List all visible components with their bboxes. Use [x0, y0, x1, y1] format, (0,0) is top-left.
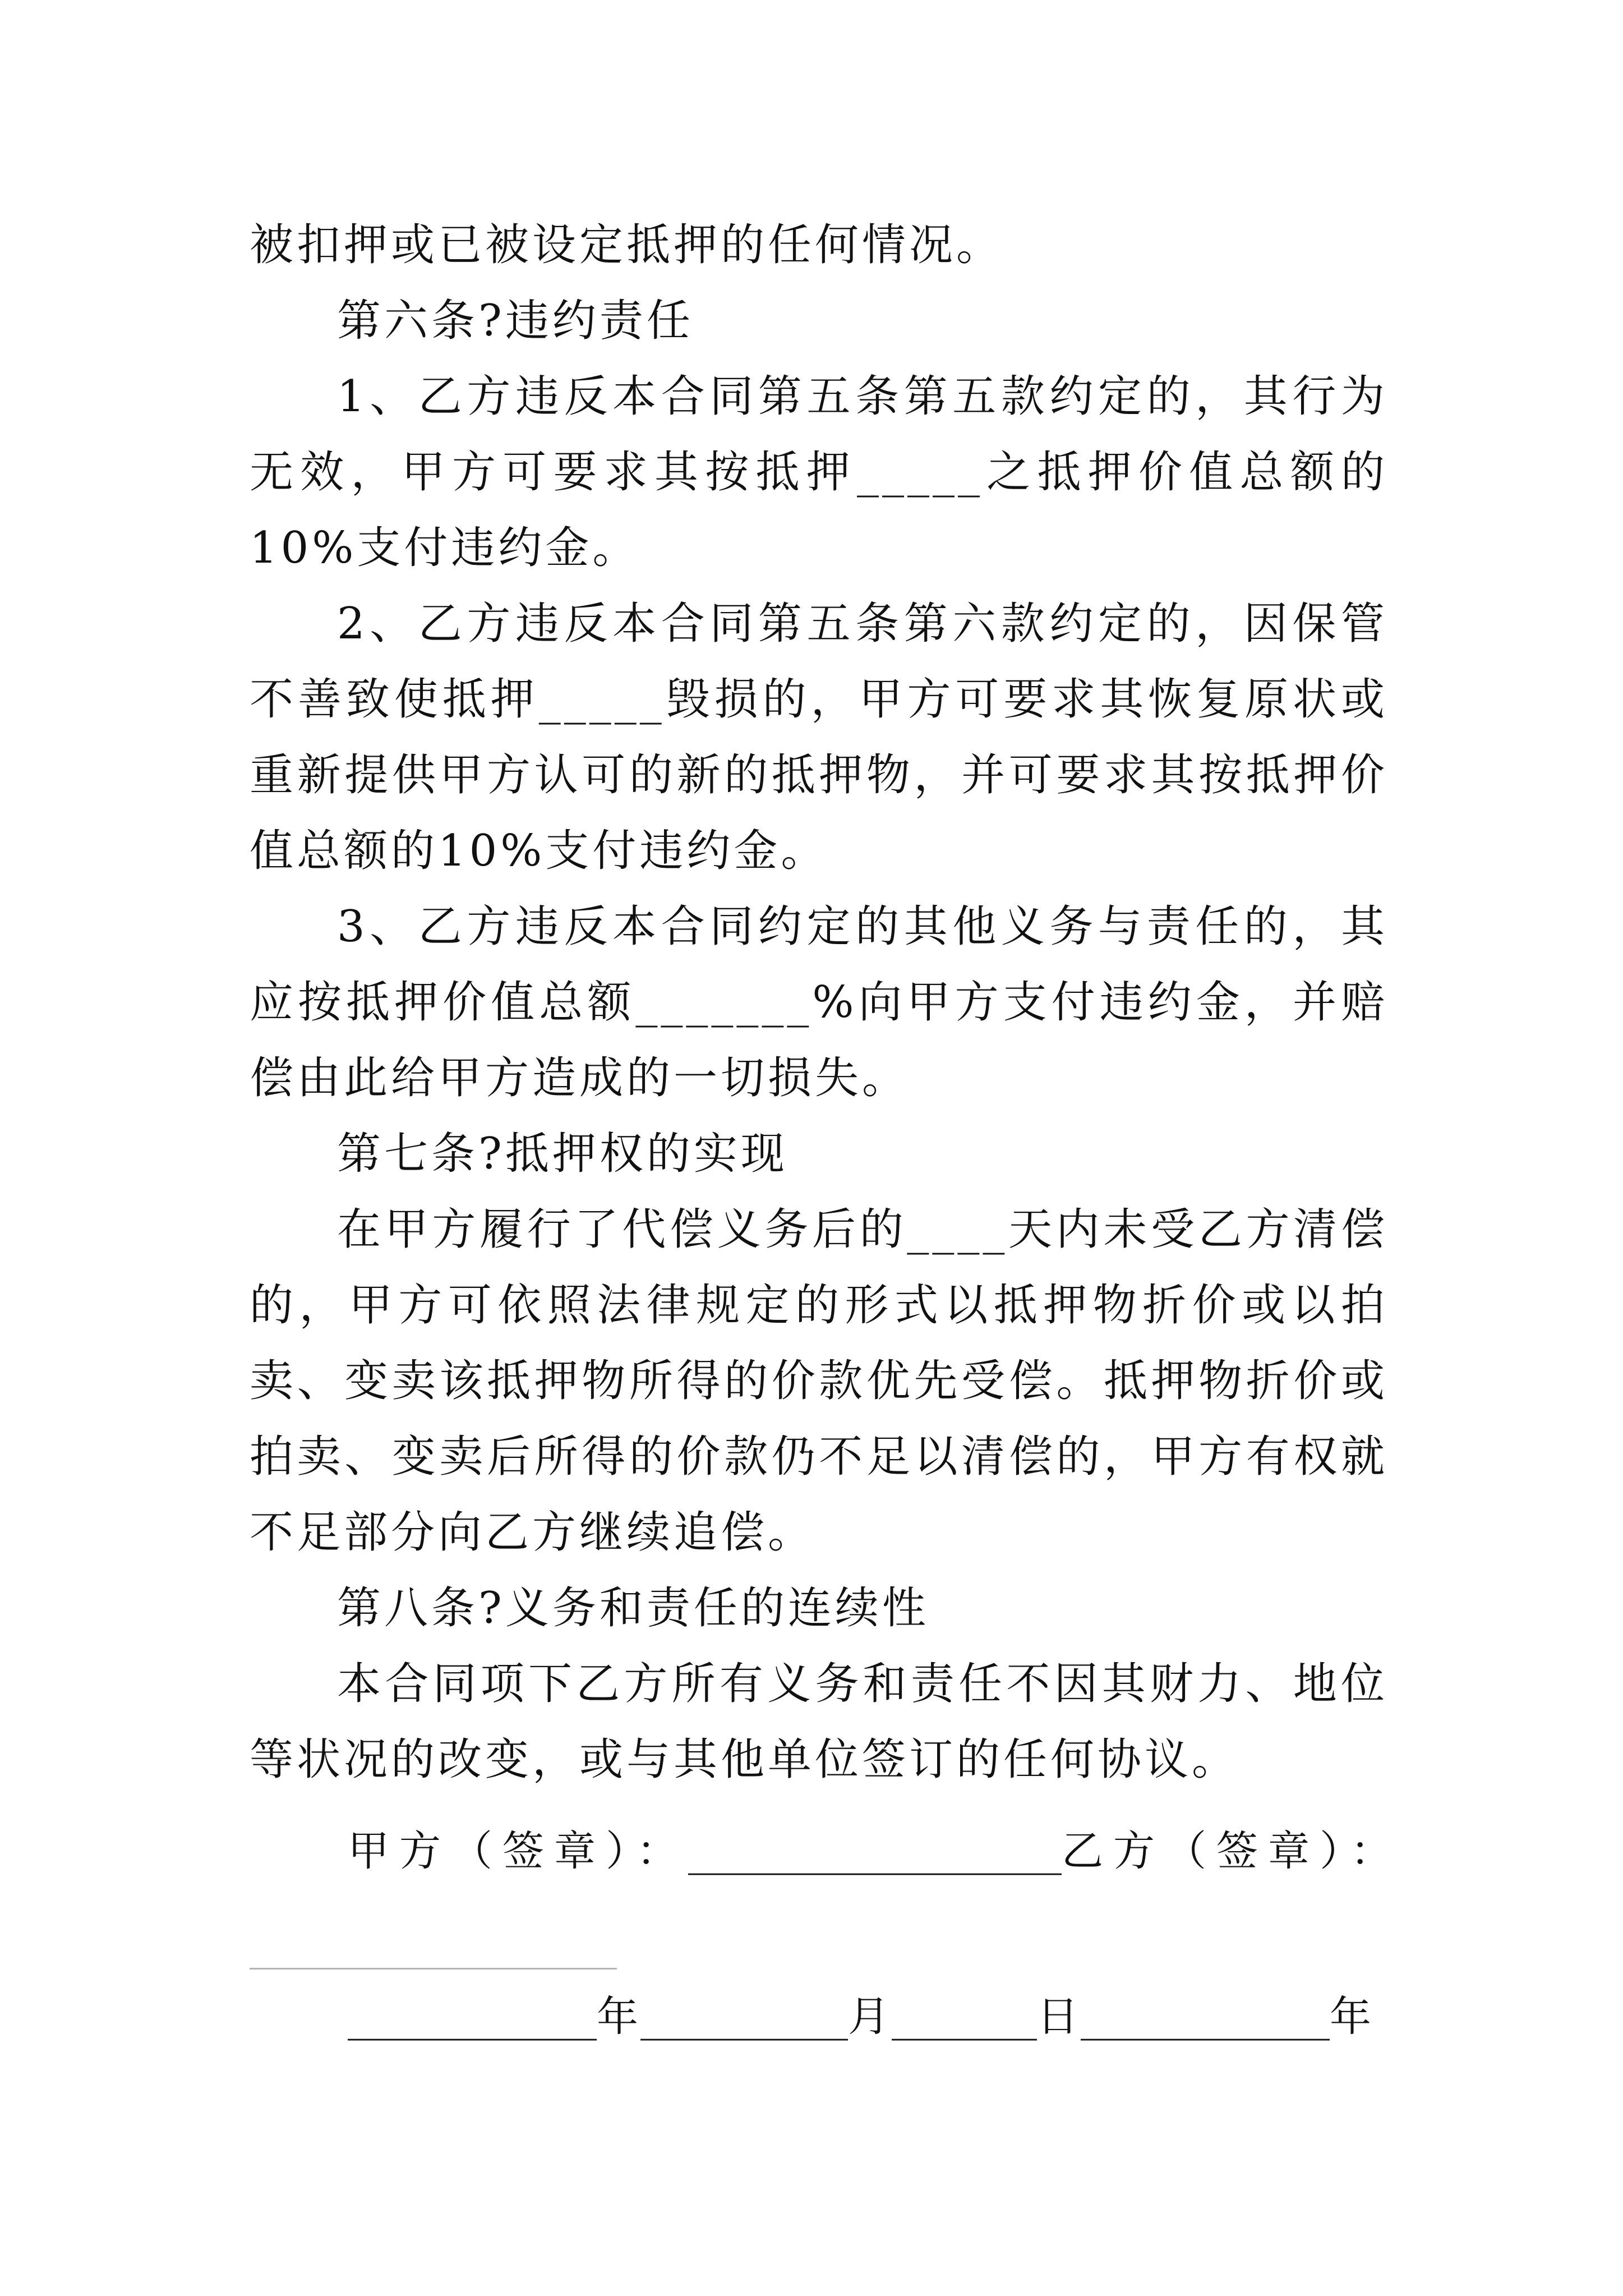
document-body	[250, 208, 1388, 1798]
day-label: 日	[1037, 1993, 1081, 2041]
party-b-signature-label: 乙方（签章）：	[1062, 1827, 1402, 1875]
article-8-heading: 第八条?义务和责任的连续性	[337, 1583, 929, 1634]
signature-line	[348, 1823, 1402, 1879]
article-8-body: 本合同项下乙方所有义务和责任不因其财力、地位等状况的改变，或与其他单位签订的任何协议。	[250, 1659, 1388, 1785]
paragraph-continuation: 被扣押或已被设定抵押的任何情况。	[250, 220, 1004, 270]
party-a-signature-label: 甲方（签章）：	[348, 1827, 688, 1875]
article-7-heading: 第七条?抵押权的实现	[337, 1129, 788, 1179]
day-blank: _______	[892, 1993, 1037, 2041]
article-7-body: 在甲方履行了代偿义务后的____天内未受乙方清偿的，甲方可依照法律规定的形式以抵押物折价或以拍卖、变卖该抵押物所得的价款优先受偿。抵押物折价或拍卖、变卖后所得的价款仍不足以清偿的，甲方有权就不足部分向乙方继续追偿。	[250, 1204, 1388, 1558]
month-blank: __________	[640, 1993, 848, 2041]
year-blank-2: ____________	[1081, 1993, 1330, 2041]
date-line	[348, 1989, 1373, 2045]
signature-blank: __________________	[688, 1827, 1062, 1875]
signature-underline	[250, 1968, 617, 1970]
year-blank: ____________	[348, 1993, 597, 2041]
month-label: 月	[848, 1993, 892, 2041]
article-6-clause-1: 1、乙方违反本合同第五条第五款约定的，其行为无效，甲方可要求其按抵押_____之抵押价值总额的10%支付违约金。	[250, 371, 1388, 573]
year-label-2: 年	[1330, 1993, 1373, 2041]
year-label: 年	[597, 1993, 640, 2041]
article-6-clause-2: 2、乙方违反本合同第五条第六款约定的，因保管不善致使抵押_____毁损的，甲方可要求其恢复原状或重新提供甲方认可的新的抵押物，并可要求其按抵押价值总额的10%支付违约金。	[250, 599, 1388, 876]
article-6-heading: 第六条?违约责任	[337, 296, 694, 346]
article-6-clause-3: 3、乙方违反本合同约定的其他义务与责任的，其应按抵押价值总额_______%向甲方支付违约金，并赔偿由此给甲方造成的一切损失。	[250, 901, 1388, 1103]
